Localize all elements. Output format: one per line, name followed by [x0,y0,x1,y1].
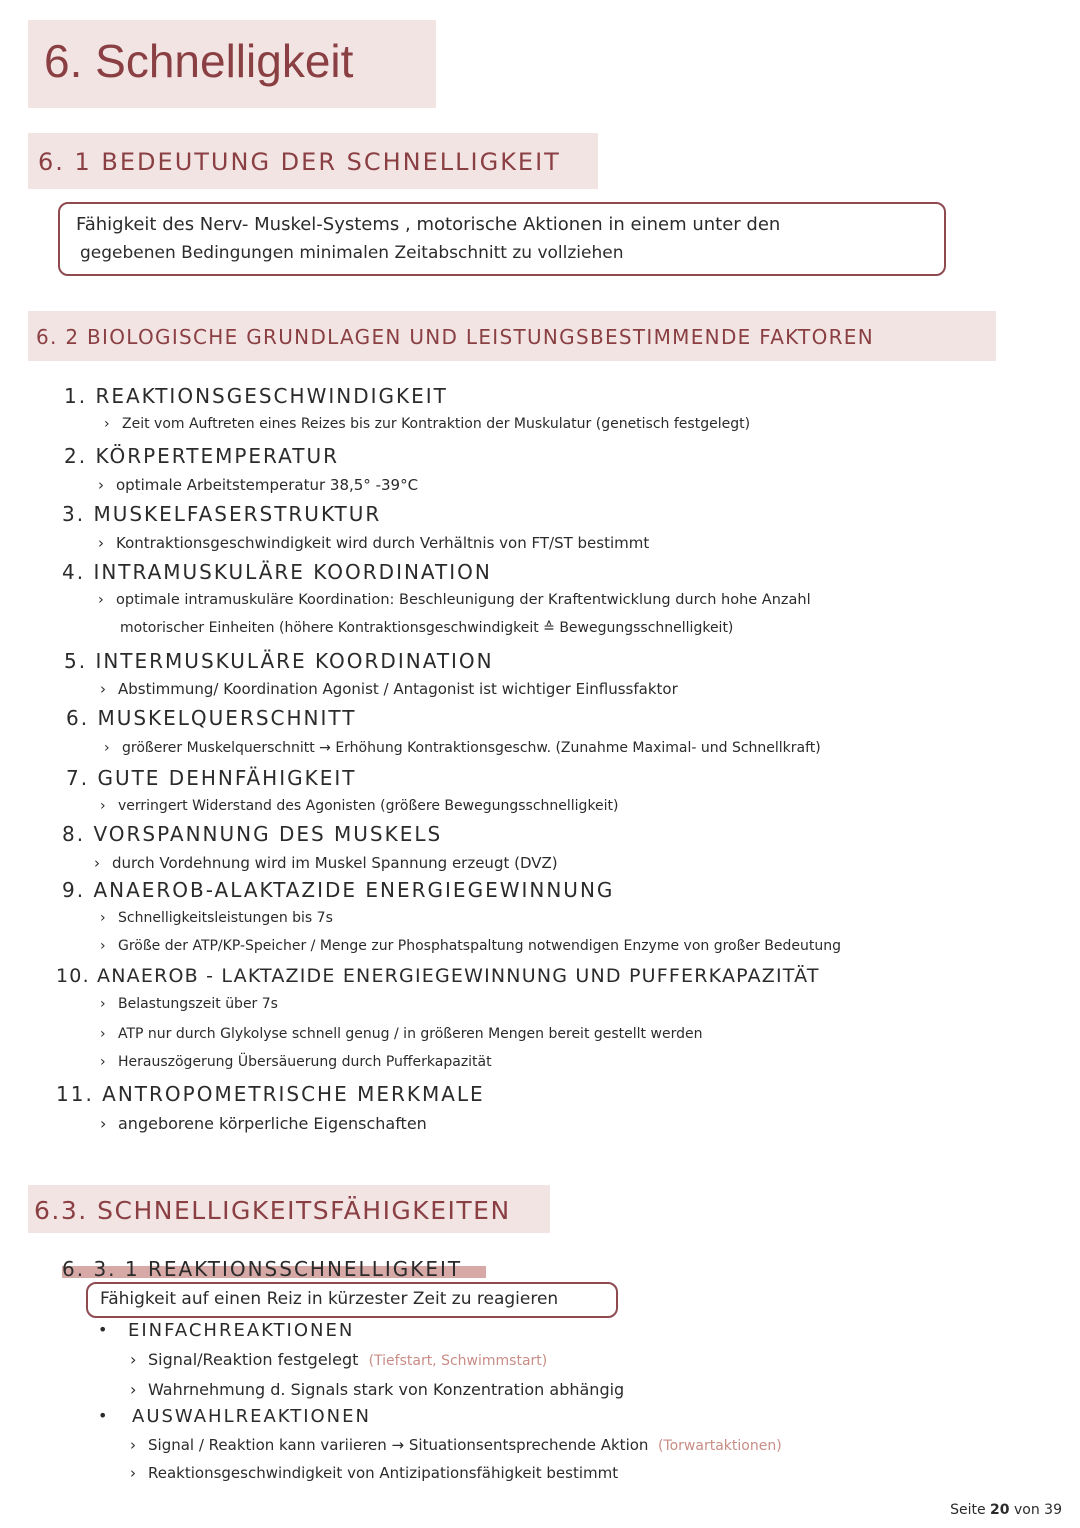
factor-point: › Herauszögerung Übersäuerung durch Pufferkapazität [100,1054,492,1070]
factor-point: › durch Vordehnung wird im Muskel Spannung erzeugt (DVZ) [94,854,558,872]
reaction-point: › Signal / Reaktion kann variieren → Situationsentsprechende Aktion (Torwartaktionen) [130,1436,782,1454]
factor-point: › optimale intramuskuläre Koordination: Beschleunigung der Kraftentwicklung durch hohe Anzahl [98,592,811,608]
factor-point: › ATP nur durch Glykolyse schnell genug / in größeren Mengen bereit gestellt werden [100,1026,703,1042]
factor-point: › optimale Arbeitstemperatur 38,5° -39°C [98,476,419,494]
reaction-type-label: AUSWAHLREAKTIONEN [132,1406,371,1427]
factor-heading: 4. INTRAMUSKULÄRE KOORDINATION [62,560,492,584]
factor-point: › Abstimmung/ Koordination Agonist / Antagonist ist wichtiger Einflussfaktor [100,680,678,698]
factor-heading: 2. KÖRPERTEMPERATUR [64,444,340,468]
definition-line-2: gegebenen Bedingungen minimalen Zeitabschnitt zu vollziehen [80,243,624,263]
reaction-definition-box [86,1282,618,1318]
definition-box [58,202,946,276]
section-6-1-heading: 6. 1 BEDEUTUNG DER SCHNELLIGKEIT [38,148,561,176]
subsection-6-3-1-heading: 6. 3. 1 REAKTIONSSCHNELLIGKEIT [62,1257,463,1281]
factor-point: › verringert Widerstand des Agonisten (größere Bewegungsschnelligkeit) [100,798,619,814]
factor-point: › Schnelligkeitsleistungen bis 7s [100,910,333,926]
factor-heading: 1. REAKTIONSGESCHWINDIGKEIT [64,384,448,408]
section-6-2-heading: 6. 2 BIOLOGISCHE GRUNDLAGEN UND LEISTUNGSBESTIMMENDE FAKTOREN [36,325,875,349]
factor-heading: 7. GUTE DEHNFÄHIGKEIT [66,766,357,790]
reaction-point: › Wahrnehmung d. Signals stark von Konzentration abhängig [130,1380,625,1399]
bullet-dot: • [98,1320,108,1339]
bullet-dot: • [98,1406,108,1425]
factor-point: › Belastungszeit über 7s [100,996,278,1012]
page-number: Seite 20 von 39 [950,1502,1062,1518]
factor-point: › Kontraktionsgeschwindigkeit wird durch Verhältnis von FT/ST bestimmt [98,534,650,552]
factor-heading: 3. MUSKELFASERSTRUKTUR [62,502,382,526]
reaction-point: › Signal/Reaktion festgelegt (Tiefstart, Schwimmstart) [130,1350,548,1369]
reaction-point: › Reaktionsgeschwindigkeit von Antizipationsfähigkeit bestimmt [130,1464,619,1482]
factor-heading: 5. INTERMUSKULÄRE KOORDINATION [64,649,494,673]
factor-heading: 9. ANAEROB-ALAKTAZIDE ENERGIEGEWINNUNG [62,878,615,902]
factor-point-continued: motorischer Einheiten (höhere Kontraktionsgeschwindigkeit ≙ Bewegungsschnelligkeit) [120,620,734,636]
reaction-definition: Fähigkeit auf einen Reiz in kürzester Zeit zu reagieren [100,1289,559,1309]
factor-point: › angeborene körperliche Eigenschaften [100,1114,427,1133]
page-title: 6. Schnelligkeit [44,35,354,87]
section-6-3-heading: 6.3. SCHNELLIGKEITSFÄHIGKEITEN [34,1196,511,1225]
factor-point: › Zeit vom Auftreten eines Reizes bis zur Kontraktion der Muskulatur (genetisch festgelegt) [104,416,751,432]
factor-heading: 8. VORSPANNUNG DES MUSKELS [62,822,443,846]
factor-point: › größerer Muskelquerschnitt → Erhöhung Kontraktionsgeschw. (Zunahme Maximal- und Schnellkraft) [104,740,821,756]
factor-point: › Größe der ATP/KP-Speicher / Menge zur Phosphatspaltung notwendigen Enzyme von großer Bedeutung [100,938,841,954]
factor-heading: 6. MUSKELQUERSCHNITT [66,706,357,730]
definition-line-1: Fähigkeit des Nerv- Muskel-Systems , motorische Aktionen in einem unter den [76,214,781,235]
factor-heading: 10. ANAEROB - LAKTAZIDE ENERGIEGEWINNUNG UND PUFFERKAPAZITÄT [56,965,820,987]
factor-heading: 11. ANTROPOMETRISCHE MERKMALE [56,1082,485,1106]
reaction-type-label: EINFACHREAKTIONEN [128,1320,355,1341]
